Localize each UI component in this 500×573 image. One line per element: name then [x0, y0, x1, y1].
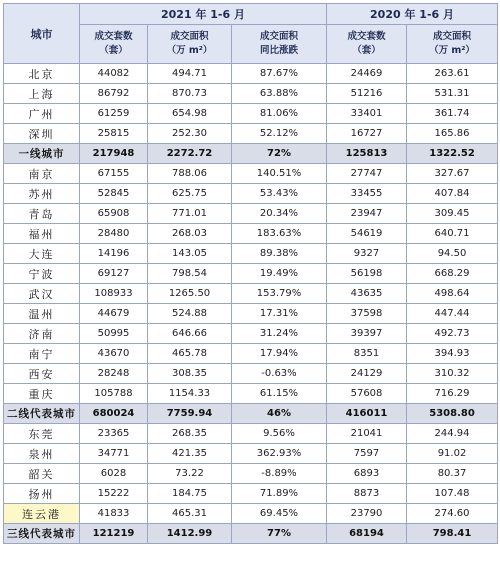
- area-2021-cell: 654.98: [148, 104, 232, 124]
- area-2021-cell: 73.22: [148, 464, 232, 484]
- table-row: [4, 64, 498, 84]
- yoy-cell: 17.94%: [232, 344, 327, 364]
- units-2020-cell: 56198: [327, 264, 407, 284]
- area-2020-cell: 716.29: [407, 384, 498, 404]
- table-row: [4, 304, 498, 324]
- area-2020-header: 成交面积 （万 m²）: [407, 25, 498, 64]
- area-2021-cell: 625.75: [148, 184, 232, 204]
- units-2020-cell: 7597: [327, 444, 407, 464]
- yoy-header: 成交面积 同比涨跌: [232, 25, 327, 64]
- units-2020-cell: 43635: [327, 284, 407, 304]
- units-2020-cell: 8873: [327, 484, 407, 504]
- area-2020-cell: 531.31: [407, 84, 498, 104]
- units-2021-cell: 52845: [80, 184, 148, 204]
- city-cell: 广州: [4, 104, 80, 124]
- units-2020-cell: 23790: [327, 504, 407, 524]
- yoy-cell: 72%: [232, 144, 327, 164]
- area-2020-cell: 640.71: [407, 224, 498, 244]
- table-row: [4, 364, 498, 384]
- period-2020-header: 2020 年 1-6 月: [327, 4, 498, 25]
- units-2021-cell: 6028: [80, 464, 148, 484]
- period-2021-header: 2021 年 1-6 月: [80, 4, 327, 25]
- area-2021-cell: 421.35: [148, 444, 232, 464]
- area-2020-cell: 1322.52: [407, 144, 498, 164]
- table-row: [4, 484, 498, 504]
- units-2021-cell: 41833: [80, 504, 148, 524]
- table-row: [4, 184, 498, 204]
- yoy-cell: 61.15%: [232, 384, 327, 404]
- area-2021-cell: 1154.33: [148, 384, 232, 404]
- table-row: [4, 464, 498, 484]
- city-cell: 三线代表城市: [4, 524, 80, 544]
- area-2020-cell: 107.48: [407, 484, 498, 504]
- table-row: [4, 264, 498, 284]
- units-2021-cell: 65908: [80, 204, 148, 224]
- city-cell: 东莞: [4, 424, 80, 444]
- area-2021-cell: 771.01: [148, 204, 232, 224]
- area-2021-cell: 798.54: [148, 264, 232, 284]
- units-2020-cell: 24129: [327, 364, 407, 384]
- table-row: [4, 504, 498, 524]
- units-2020-cell: 37598: [327, 304, 407, 324]
- table-row: [4, 104, 498, 124]
- units-2021-cell: 105788: [80, 384, 148, 404]
- area-2020-cell: 492.73: [407, 324, 498, 344]
- area-2020-cell: 361.74: [407, 104, 498, 124]
- units-2020-cell: 6893: [327, 464, 407, 484]
- city-cell: 温州: [4, 304, 80, 324]
- units-2020-cell: 16727: [327, 124, 407, 144]
- table-row: [4, 444, 498, 464]
- area-2021-cell: 524.88: [148, 304, 232, 324]
- table-body: [4, 64, 498, 544]
- units-2021-cell: 217948: [80, 144, 148, 164]
- units-2021-cell: 680024: [80, 404, 148, 424]
- city-cell: 重庆: [4, 384, 80, 404]
- yoy-cell: 140.51%: [232, 164, 327, 184]
- table-row: [4, 204, 498, 224]
- table-header: [4, 4, 498, 64]
- units-2021-cell: 61259: [80, 104, 148, 124]
- area-2020-cell: 310.32: [407, 364, 498, 384]
- area-2021-cell: 1412.99: [148, 524, 232, 544]
- yoy-cell: 53.43%: [232, 184, 327, 204]
- city-cell: 武汉: [4, 284, 80, 304]
- city-cell: 连云港: [4, 504, 80, 524]
- area-2020-cell: 327.67: [407, 164, 498, 184]
- yoy-cell: 19.49%: [232, 264, 327, 284]
- city-cell: 青岛: [4, 204, 80, 224]
- area-2020-cell: 447.44: [407, 304, 498, 324]
- units-2021-cell: 86792: [80, 84, 148, 104]
- units-2020-cell: 9327: [327, 244, 407, 264]
- area-2020-cell: 274.60: [407, 504, 498, 524]
- area-2020-cell: 5308.80: [407, 404, 498, 424]
- units-2021-cell: 108933: [80, 284, 148, 304]
- table-row: [4, 384, 498, 404]
- yoy-cell: 81.06%: [232, 104, 327, 124]
- city-cell: 深圳: [4, 124, 80, 144]
- yoy-cell: 9.56%: [232, 424, 327, 444]
- area-2021-cell: 143.05: [148, 244, 232, 264]
- area-2021-cell: 7759.94: [148, 404, 232, 424]
- city-cell: 西安: [4, 364, 80, 384]
- city-cell: 苏州: [4, 184, 80, 204]
- yoy-cell: -0.63%: [232, 364, 327, 384]
- area-2021-cell: 184.75: [148, 484, 232, 504]
- units-2020-cell: 27747: [327, 164, 407, 184]
- units-2021-cell: 34771: [80, 444, 148, 464]
- table-row: [4, 124, 498, 144]
- yoy-cell: 71.89%: [232, 484, 327, 504]
- city-cell: 南宁: [4, 344, 80, 364]
- summary-row: [4, 524, 498, 544]
- area-2021-cell: 646.66: [148, 324, 232, 344]
- city-column-header: 城市: [4, 4, 80, 64]
- table-row: [4, 324, 498, 344]
- area-2021-header: 成交面积 （万 m²）: [148, 25, 232, 64]
- units-2021-cell: 43670: [80, 344, 148, 364]
- city-cell: 上海: [4, 84, 80, 104]
- yoy-cell: 77%: [232, 524, 327, 544]
- city-cell: 大连: [4, 244, 80, 264]
- yoy-cell: 17.31%: [232, 304, 327, 324]
- area-2021-cell: 252.30: [148, 124, 232, 144]
- table-row: [4, 344, 498, 364]
- area-2021-cell: 268.35: [148, 424, 232, 444]
- area-2021-cell: 1265.50: [148, 284, 232, 304]
- area-2021-cell: 870.73: [148, 84, 232, 104]
- yoy-cell: 362.93%: [232, 444, 327, 464]
- units-2021-header: 成交套数 （套）: [80, 25, 148, 64]
- units-2020-cell: 51216: [327, 84, 407, 104]
- city-cell: 济南: [4, 324, 80, 344]
- yoy-cell: 46%: [232, 404, 327, 424]
- area-2020-cell: 94.50: [407, 244, 498, 264]
- yoy-cell: 153.79%: [232, 284, 327, 304]
- city-sales-table: [3, 3, 498, 544]
- units-2020-cell: 57608: [327, 384, 407, 404]
- units-2021-cell: 28480: [80, 224, 148, 244]
- area-2021-cell: 268.03: [148, 224, 232, 244]
- area-2020-cell: 263.61: [407, 64, 498, 84]
- city-cell: 扬州: [4, 484, 80, 504]
- yoy-cell: -8.89%: [232, 464, 327, 484]
- units-2021-cell: 14196: [80, 244, 148, 264]
- area-2020-cell: 91.02: [407, 444, 498, 464]
- table-row: [4, 244, 498, 264]
- city-cell: 宁波: [4, 264, 80, 284]
- table-row: [4, 164, 498, 184]
- table-row: [4, 224, 498, 244]
- area-2020-cell: 165.86: [407, 124, 498, 144]
- table-row: [4, 284, 498, 304]
- area-2021-cell: 494.71: [148, 64, 232, 84]
- yoy-cell: 183.63%: [232, 224, 327, 244]
- city-cell: 福州: [4, 224, 80, 244]
- area-2020-cell: 244.94: [407, 424, 498, 444]
- yoy-cell: 31.24%: [232, 324, 327, 344]
- units-2021-cell: 44082: [80, 64, 148, 84]
- city-cell: 北京: [4, 64, 80, 84]
- units-2020-cell: 23947: [327, 204, 407, 224]
- area-2021-cell: 308.35: [148, 364, 232, 384]
- yoy-cell: 69.45%: [232, 504, 327, 524]
- yoy-cell: 89.38%: [232, 244, 327, 264]
- units-2021-cell: 44679: [80, 304, 148, 324]
- area-2020-cell: 498.64: [407, 284, 498, 304]
- units-2020-cell: 54619: [327, 224, 407, 244]
- units-2021-cell: 15222: [80, 484, 148, 504]
- area-2021-cell: 788.06: [148, 164, 232, 184]
- units-2020-cell: 24469: [327, 64, 407, 84]
- city-cell: 韶关: [4, 464, 80, 484]
- units-2021-cell: 67155: [80, 164, 148, 184]
- area-2021-cell: 465.31: [148, 504, 232, 524]
- units-2021-cell: 25815: [80, 124, 148, 144]
- units-2020-header: 成交套数 （套）: [327, 25, 407, 64]
- yoy-cell: 52.12%: [232, 124, 327, 144]
- units-2021-cell: 28248: [80, 364, 148, 384]
- units-2020-cell: 416011: [327, 404, 407, 424]
- area-2020-cell: 309.45: [407, 204, 498, 224]
- area-2020-cell: 407.84: [407, 184, 498, 204]
- city-cell: 一线城市: [4, 144, 80, 164]
- units-2021-cell: 23365: [80, 424, 148, 444]
- yoy-cell: 87.67%: [232, 64, 327, 84]
- summary-row: [4, 144, 498, 164]
- city-cell: 南京: [4, 164, 80, 184]
- area-2020-cell: 798.41: [407, 524, 498, 544]
- city-cell: 二线代表城市: [4, 404, 80, 424]
- units-2020-cell: 8351: [327, 344, 407, 364]
- units-2021-cell: 69127: [80, 264, 148, 284]
- units-2020-cell: 33455: [327, 184, 407, 204]
- area-2020-cell: 80.37: [407, 464, 498, 484]
- units-2020-cell: 33401: [327, 104, 407, 124]
- area-2020-cell: 668.29: [407, 264, 498, 284]
- units-2021-cell: 121219: [80, 524, 148, 544]
- city-cell: 泉州: [4, 444, 80, 464]
- units-2021-cell: 50995: [80, 324, 148, 344]
- yoy-cell: 20.34%: [232, 204, 327, 224]
- units-2020-cell: 68194: [327, 524, 407, 544]
- area-2021-cell: 2272.72: [148, 144, 232, 164]
- table-row: [4, 84, 498, 104]
- units-2020-cell: 125813: [327, 144, 407, 164]
- summary-row: [4, 404, 498, 424]
- units-2020-cell: 39397: [327, 324, 407, 344]
- table-row: [4, 424, 498, 444]
- yoy-cell: 63.88%: [232, 84, 327, 104]
- area-2021-cell: 465.78: [148, 344, 232, 364]
- area-2020-cell: 394.93: [407, 344, 498, 364]
- units-2020-cell: 21041: [327, 424, 407, 444]
